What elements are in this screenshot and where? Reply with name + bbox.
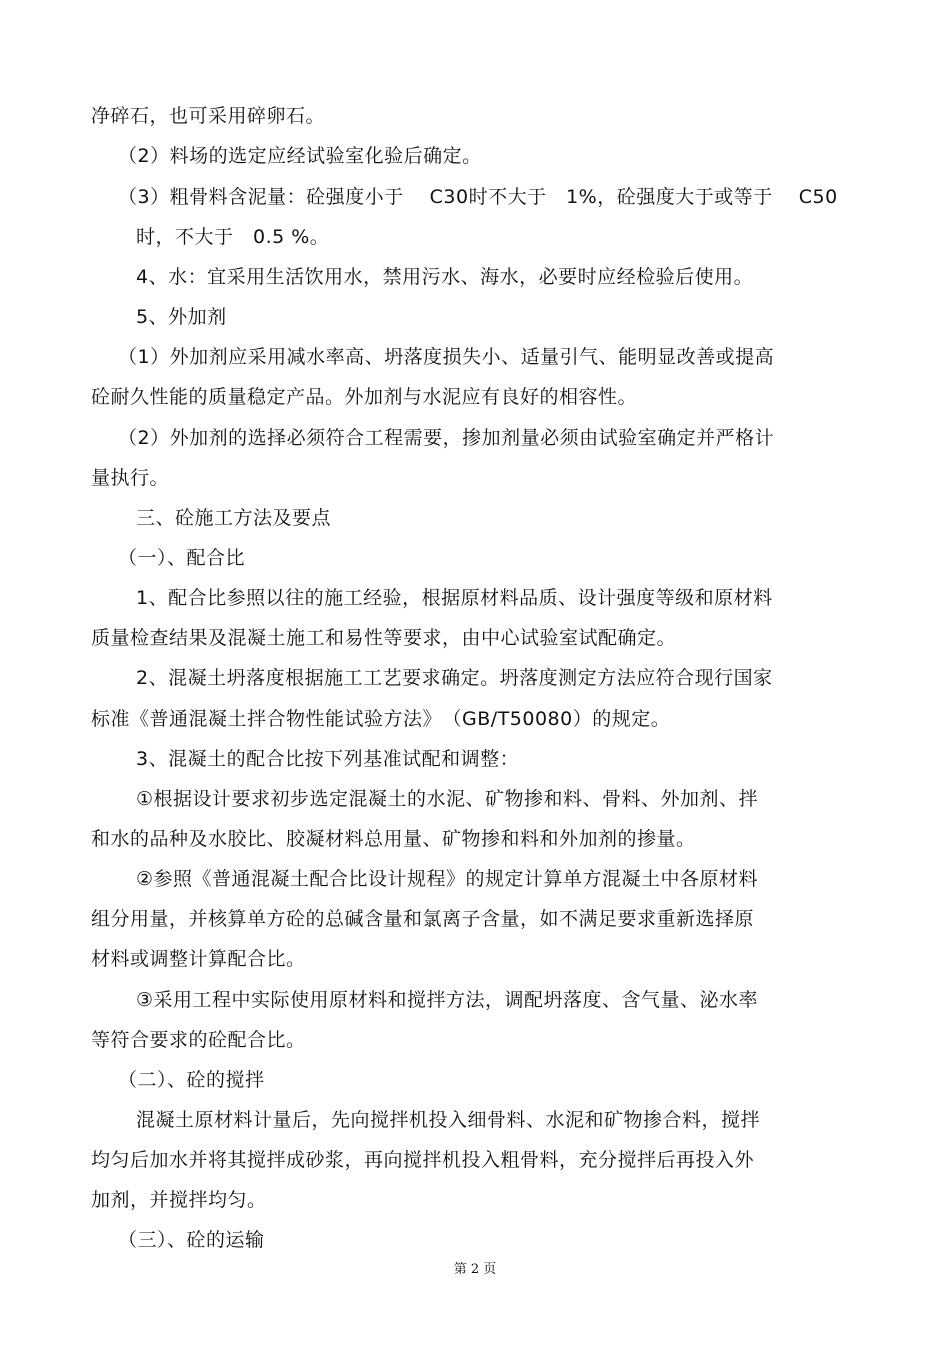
text-line: （2）料场的选定应经试验室化验后确定。: [118, 145, 482, 167]
page-number: 第 2 页: [453, 1262, 497, 1277]
text-line: 混凝土原材料计量后，先向搅拌机投入细骨料、水泥和矿物掺合料，搅拌: [136, 1109, 761, 1131]
text-line: （2）外加剂的选择必须符合工程需要，掺加剂量必须由试验室确定并严格计: [118, 427, 775, 449]
text-line: （1）外加剂应采用减水率高、坍落度损失小、适量引气、能明显改善或提高: [118, 346, 775, 368]
text-line: 等符合要求的砼配合比。: [91, 1029, 306, 1051]
text-line: ③采用工程中实际使用原材料和搅拌方法，调配坍落度、含气量、泌水率: [136, 989, 759, 1011]
text-line: 时，不大于 0.5 %。: [136, 226, 330, 248]
text-line: 加剂，并搅拌均匀。: [91, 1189, 267, 1211]
text-line: 砼耐久性能的质量稳定产品。外加剂与水泥应有良好的相容性。: [91, 386, 638, 408]
text-line: 量执行。: [91, 467, 170, 489]
text-line: 4、水：宜采用生活饮用水，禁用污水、海水，必要时应经检验后使用。: [136, 266, 754, 288]
text-line: 组分用量，并核算单方砼的总碱含量和氯离子含量，如不满足要求重新选择原: [91, 908, 755, 930]
text-line: 和水的品种及水胶比、胶凝材料总用量、矿物掺和料和外加剂的掺量。: [91, 828, 696, 850]
text-line: ②参照《普通混凝土配合比设计规程》的规定计算单方混凝土中各原材料: [136, 868, 759, 890]
text-line: （3）粗骨料含泥量：砼强度小于 C30时不大于 1%，砼强度大于或等于 C50: [118, 186, 838, 208]
text-line: 材料或调整计算配合比。: [91, 948, 306, 970]
subsection-heading: （二）、砼的搅拌: [118, 1069, 265, 1091]
text-line: 净碎石，也可采用碎卵石。: [91, 105, 326, 127]
subsection-heading: （一）、配合比: [118, 547, 246, 569]
text-line: 质量检查结果及混凝土施工和易性等要求，由中心试验室试配确定。: [91, 627, 677, 649]
text-line: 3、混凝土的配合比按下列基准试配和调整：: [136, 748, 520, 770]
section-heading: 三、砼施工方法及要点: [136, 507, 332, 529]
text-line: 均匀后加水并将其搅拌成砂浆，再向搅拌机投入粗骨料，充分搅拌后再投入外: [91, 1149, 755, 1171]
text-line: ①根据设计要求初步选定混凝土的水泥、矿物掺和料、骨料、外加剂、拌: [136, 788, 759, 810]
text-line: 标准《普通混凝土拌合物性能试验方法》 （GB/T50080）的规定。: [91, 708, 671, 730]
text-line: 2、混凝土坍落度根据施工工艺要求确定。坍落度测定方法应符合现行国家: [136, 667, 773, 689]
subsection-heading: （三）、砼的运输: [118, 1229, 265, 1251]
text-line: 5、外加剂: [136, 306, 227, 328]
text-line: 1、配合比参照以往的施工经验，根据原材料品质、设计强度等级和原材料: [136, 587, 773, 609]
